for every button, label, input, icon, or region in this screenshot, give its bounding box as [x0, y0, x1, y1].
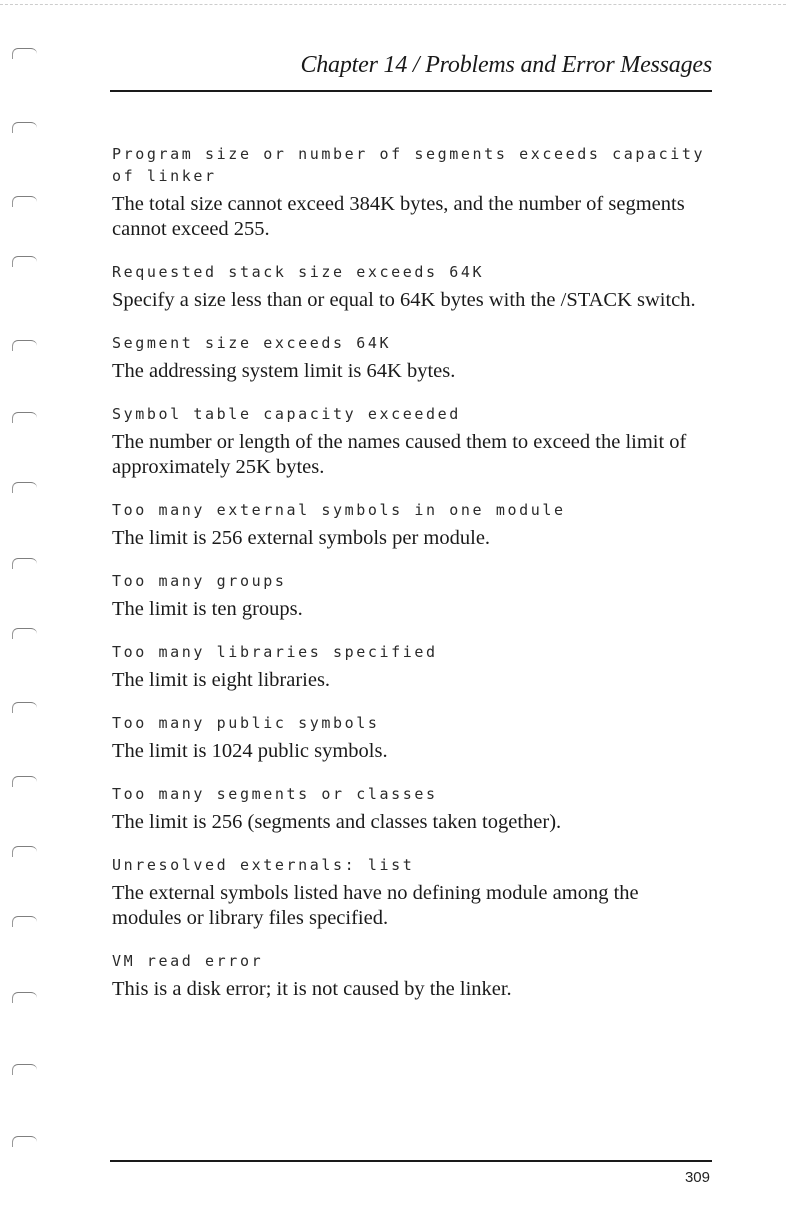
error-entry [112, 403, 712, 480]
error-message-text: Symbol table capacity exceeded [112, 405, 461, 423]
error-entry [112, 143, 717, 242]
error-message-text: Too many segments or classes [112, 785, 438, 803]
error-description: This is a disk error; it is not caused by the linker. [112, 978, 512, 1000]
error-message-text: Segment size exceeds 64K [112, 334, 392, 352]
footer-rule [110, 1160, 712, 1162]
error-description: Specify a size less than or equal to 64K bytes with the /STACK switch. [112, 289, 696, 311]
error-message-text: Unresolved externals: list [112, 856, 415, 874]
error-message-list [112, 143, 717, 1002]
error-entry [112, 783, 712, 835]
error-description: The limit is ten groups. [112, 598, 303, 620]
error-description: The addressing system limit is 64K bytes. [112, 360, 456, 382]
error-entry [112, 854, 712, 931]
error-entry [112, 712, 712, 764]
error-message-text: Requested stack size exceeds 64K [112, 263, 485, 281]
error-message-text: VM read error [112, 952, 264, 970]
error-message-text: Too many libraries specified [112, 643, 438, 661]
error-entry [112, 570, 712, 622]
error-message-text: Too many external symbols in one module [112, 501, 566, 519]
error-description: The limit is 256 external symbols per module. [112, 527, 491, 549]
error-description: The limit is 1024 public symbols. [112, 740, 388, 762]
error-description: The limit is 256 (segments and classes taken together). [112, 811, 562, 833]
error-entry [112, 261, 712, 313]
error-description: The number or length of the names caused them to exceed the limit of approximately 25K bytes. [112, 431, 687, 478]
error-description: The total size cannot exceed 384K bytes, and the number of segments cannot exceed 255. [112, 193, 685, 240]
error-entry [112, 499, 712, 551]
error-entry [112, 332, 712, 384]
error-description: The external symbols listed have no defining module among the modules or library files specified. [112, 882, 639, 929]
error-message-text: Program size or number of segments exceeds capacity of linker [112, 145, 717, 185]
page-header [110, 50, 712, 92]
page-number: 309 [684, 1169, 710, 1186]
scan-edge-noise [0, 4, 786, 9]
chapter-title: Chapter 14 / Problems and Error Messages [300, 52, 712, 78]
error-message-text: Too many public symbols [112, 714, 380, 732]
binding-hole-marks [6, 40, 46, 1180]
error-entry [112, 950, 712, 1002]
error-message-text: Too many groups [112, 572, 287, 590]
error-description: The limit is eight libraries. [112, 669, 331, 691]
error-entry [112, 641, 712, 693]
